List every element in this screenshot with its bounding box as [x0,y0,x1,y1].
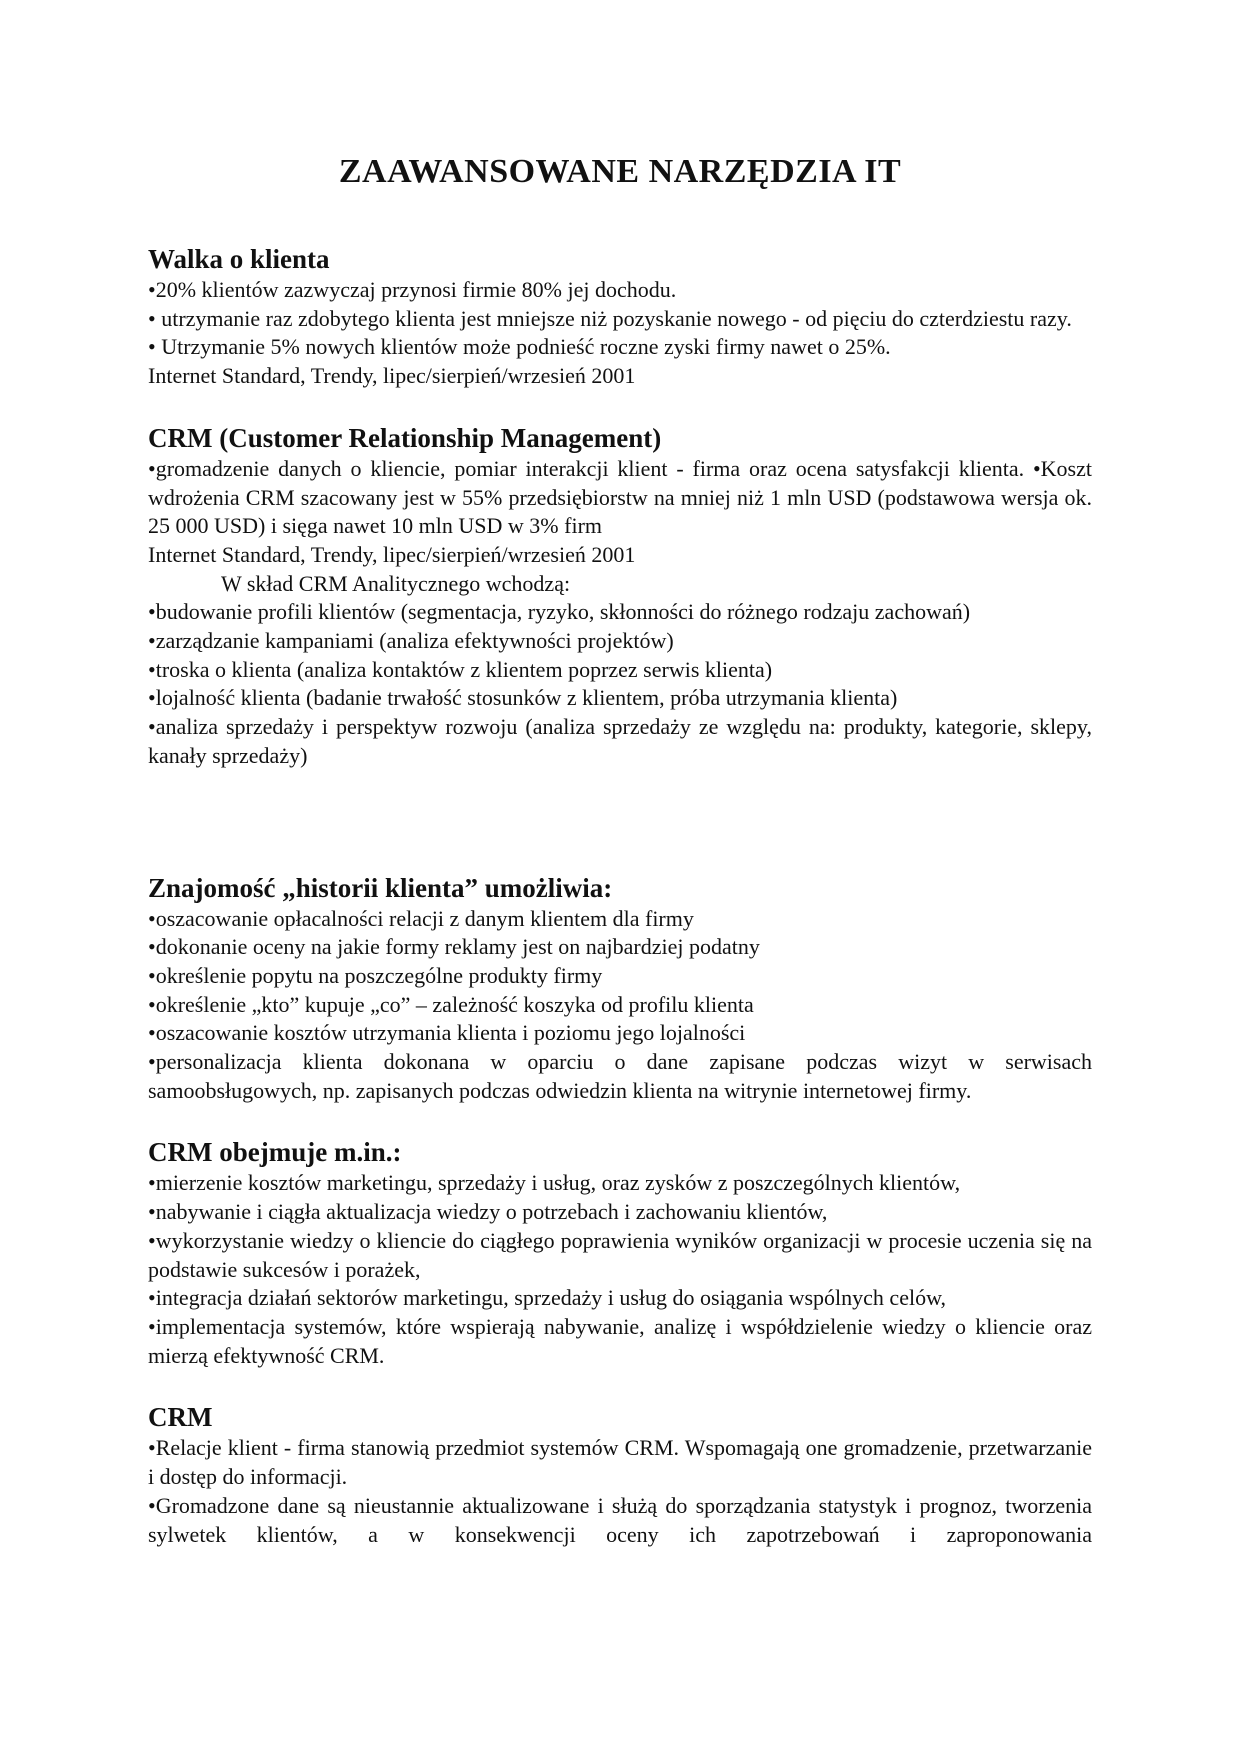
list-item: •integracja działań sektorów marketingu, sprzedaży i usług do osiągania wspólnych celów, [148,1285,947,1311]
bullet-line: •20% klientów zazwyczaj przynosi firmie 80% jej dochodu. [148,277,677,302]
section-crm-obejmuje [148,1135,1092,1370]
list-item: •lojalność klienta (badanie trwałość stosunków z klientem, próba utrzymania klienta) [148,685,898,711]
document-title: ZAAWANSOWANE NARZĘDZIA IT [338,153,902,190]
section-walka-o-klienta [148,242,1092,391]
section-heading: CRM obejmuje m.in.: [148,1137,402,1168]
section-heading: CRM [148,1402,213,1433]
list-item: •analiza sprzedaży i perspektyw rozwoju (analiza sprzedaży ze względu na: produkty, kategorie, sklepy, kanały sprzedaży) [148,714,1092,768]
list-item: •określenie popytu na poszczególne produkty firmy [148,962,603,988]
spacer [148,771,1092,871]
list-item: •oszacowanie kosztów utrzymania klienta i poziomu jego lojalności [148,1020,746,1046]
list-item: •zarządzanie kampaniami (analiza efektywności projektów) [148,628,674,654]
section-heading: CRM (Customer Relationship Management) [148,422,662,453]
list-item: •wykorzystanie wiedzy o kliencie do ciągłego poprawienia wyników organizacji w procesie uczenia się na podstawie sukcesów i porażek, [148,1227,1092,1282]
section-crm-definition [148,421,1092,771]
list-item: •Gromadzone dane są nieustannie aktualizowane i służą do sporządzania statystyk i prognoz, tworzenia sylwetek klientów, a w konsekwencji oceny ich zapotrzebowań i zaproponowania [148,1492,1092,1547]
paragraph: •gromadzenie danych o kliencie, pomiar interakcji klient - firma oraz ocena satysfakcji klienta. •Koszt wdrożenia CRM szacowany jest w 55% przedsiębiorstw na mniej niż 1 mln USD (podstawowa wersja ok. 25 000 USD) i sięga nawet 10 mln USD w 3% firm [148,455,1092,539]
bullet-line: • utrzymanie raz zdobytego klienta jest mniejsze niż pozyskanie nowego - od pięciu do czterdziestu razy. [148,305,1072,331]
section-crm [148,1400,1092,1549]
list-item: •nabywanie i ciągła aktualizacja wiedzy o potrzebach i zachowaniu klientów, [148,1199,828,1225]
list-item: •troska o klienta (analiza kontaktów z klientem poprzez serwis klienta) [148,656,773,682]
list-item: •Relacje klient - firma stanowią przedmiot systemów CRM. Wspomagają one gromadzenie, przetwarzanie i dostęp do informacji. [148,1435,1092,1490]
list-item: •budowanie profili klientów (segmentacja, ryzyko, skłonności do różnego rodzaju zachowań) [148,599,971,625]
list-item: •implementacja systemów, które wspierają nabywanie, analizę i współdzielenie wiedzy o kliencie oraz mierzą efektywność CRM. [148,1313,1092,1368]
bullet-line: • Utrzymanie 5% nowych klientów może podnieść roczne zyski firmy nawet o 25%. [148,334,891,360]
section-heading: Znajomość „historii klienta” umożliwia: [148,872,613,903]
list-item: •personalizacja klienta dokonana w oparciu o dane zapisane podczas wizyt w serwisach samoobsługowych, np. zapisanych podczas odwiedzin klienta na witrynie internetowej firmy. [148,1049,1092,1103]
list-item: •dokonanie oceny na jakie formy reklamy jest on najbardziej podatny [148,934,760,960]
section-historia-klienta [148,871,1092,1106]
spacer [148,391,1092,421]
list-item: •określenie „kto” kupuje „co” – zależność koszyka od profilu klienta [148,991,754,1017]
list-intro: W skład CRM Analitycznego wchodzą: [221,570,571,596]
spacer [148,1105,1092,1135]
spacer [148,1370,1092,1400]
document-page [148,150,1092,1549]
list-item: •mierzenie kosztów marketingu, sprzedaży i usług, oraz zysków z poszczególnych klientów, [148,1170,961,1196]
source-citation: Internet Standard, Trendy, lipec/sierpień/wrzesień 2001 [148,541,636,567]
section-heading: Walka o klienta [148,244,330,274]
list-item: •oszacowanie opłacalności relacji z danym klientem dla firmy [148,905,694,931]
source-citation: Internet Standard, Trendy, lipec/sierpień/wrzesień 2001 [148,363,636,389]
